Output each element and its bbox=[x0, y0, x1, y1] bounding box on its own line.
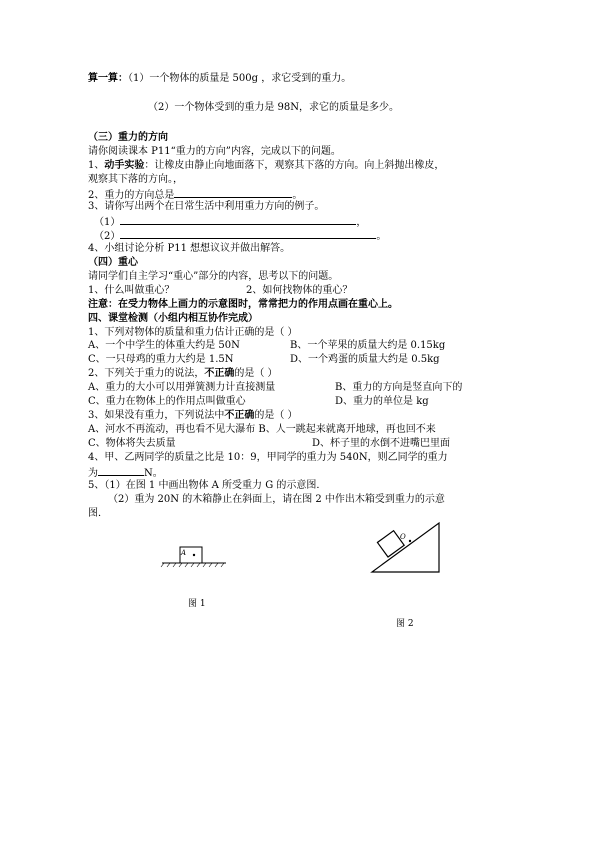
calc-question-1: （1）一个物体的质量是 500g ，求它受到的重力。 bbox=[128, 73, 352, 84]
test-question-5-part-2: （2）重为 20N 的木箱静止在斜面上，请在图 2 中作出木箱受到重力的示意 bbox=[108, 494, 445, 505]
example-1-end: ， bbox=[356, 217, 367, 228]
test-question-1: 1、下列对物体的质量和重力估计正确的是（ ） bbox=[88, 327, 298, 338]
section-gravity-direction-intro: 请你阅读课本 P11“重力的方向”内容，完成以下的问题。 bbox=[88, 146, 341, 157]
section-center-of-gravity-title: （四）重心 bbox=[88, 257, 138, 268]
experiment-item bbox=[88, 159, 444, 172]
figure-1-center-dot bbox=[193, 554, 195, 556]
test-question-2 bbox=[88, 367, 278, 380]
experiment-item-label: 动手实验 bbox=[104, 160, 145, 171]
test-question-2-option-b: B、重力的方向是竖直向下的 bbox=[335, 382, 463, 393]
classroom-test-title: 四、课堂检测（小组内相互协作完成） bbox=[88, 313, 258, 324]
figure-1-ground-hatch bbox=[161, 563, 224, 567]
test-question-3-emphasis: 不正确 bbox=[224, 410, 255, 421]
figure-2-box-label: O bbox=[400, 533, 406, 541]
test-question-4: 4、甲、乙两同学的质量之比是 10：9，甲同学的重力为 540N，则乙同学的重力 bbox=[88, 452, 448, 463]
attention-note: 注意：在受力物体上画力的示意图时，常常把力的作用点画在重心上。 bbox=[88, 299, 398, 310]
experiment-item-text: ：让橡皮由静止向地面落下，观察其下落的方向。向上斜抛出橡皮， bbox=[144, 160, 445, 171]
figure-2-center-dot bbox=[409, 540, 411, 542]
example-2-blank[interactable] bbox=[120, 228, 376, 239]
example-2-end: 。 bbox=[376, 231, 387, 242]
section-gravity-direction-title: （三）重力的方向 bbox=[88, 132, 168, 143]
test-question-3-options-ab: A、河水不再流动，再也看不见大瀑布 B、人一跳起来就离开地球，再也回不来 bbox=[88, 424, 436, 435]
test-question-4-continuation bbox=[88, 465, 163, 480]
test-question-2-option-a: A、重力的大小可以用弹簧测力计直接测量 bbox=[88, 382, 276, 393]
calc-line-1 bbox=[88, 72, 351, 85]
example-1 bbox=[94, 214, 366, 229]
test-question-4-unit: N。 bbox=[144, 468, 163, 479]
example-1-label: （1） bbox=[94, 217, 121, 228]
experiment-item-number: 1、 bbox=[88, 160, 105, 171]
figure-2-box-on-incline bbox=[360, 515, 450, 575]
test-question-5-part-2-continuation: 图． bbox=[88, 508, 108, 519]
test-question-3-option-d: D、杯子里的水倒不进嘴巴里面 bbox=[312, 438, 451, 449]
experiment-item-continuation: 观察其下落的方向。， bbox=[88, 174, 183, 185]
calc-heading: 算一算： bbox=[88, 73, 128, 84]
test-question-1-option-c: C、一只母鸡的重力大约是 1.5N bbox=[88, 354, 234, 365]
center-of-gravity-question-2: 2、如何找物体的重心？ bbox=[246, 285, 353, 296]
figure-2-caption: 图 2 bbox=[396, 619, 414, 629]
test-question-2-text: 2、下列关于重力的说法， bbox=[88, 368, 205, 379]
gravity-direction-question-text: 2、重力的方向总是 bbox=[88, 190, 175, 201]
test-question-3-text: 3、如果没有重力，下列说法中 bbox=[88, 410, 225, 421]
test-question-2-option-c: C、重力在物体上的作用点叫做重心 bbox=[88, 396, 246, 407]
discussion-item: 4、小组讨论分析 P11 想想议议并做出解答。 bbox=[88, 243, 291, 254]
test-question-3-option-c: C、物体将失去质量 bbox=[88, 438, 176, 449]
test-question-1-option-a: A、一个中学生的体重大约是 50N bbox=[88, 340, 240, 351]
example-1-blank[interactable] bbox=[120, 214, 356, 225]
figure-1-block-label: A bbox=[181, 549, 187, 557]
gravity-direction-question-end: 。 bbox=[292, 190, 303, 201]
test-question-1-option-d: D、一个鸡蛋的质量大约是 0.5kg bbox=[290, 354, 440, 365]
test-question-3-end: 的是（ ） bbox=[254, 410, 298, 421]
test-question-3 bbox=[88, 409, 298, 422]
answer-blank[interactable] bbox=[174, 187, 292, 198]
examples-question: 3、请你写出两个在日常生活中利用重力方向的例子。 bbox=[88, 201, 325, 212]
calc-question-2: （2）一个物体受到的重力是 98N，求它的质量是多少。 bbox=[148, 102, 400, 113]
test-question-1-option-b: B、一个苹果的质量大约是 0.15kg bbox=[290, 340, 446, 351]
example-2-label: （2） bbox=[94, 231, 121, 242]
center-of-gravity-question-1: 1、什么叫做重心？ bbox=[88, 285, 175, 296]
test-question-5-part-1: 5、（1）在图 1 中画出物体 A 所受重力 G 的示意图． bbox=[88, 480, 327, 491]
test-question-4-blank[interactable] bbox=[98, 465, 144, 476]
test-question-2-option-d: D、重力的单位是 kg bbox=[335, 396, 429, 407]
section-center-of-gravity-intro: 请同学们自主学习“重心”部分的内容，思考以下的问题。 bbox=[88, 271, 339, 282]
test-question-2-end: 的是（ ） bbox=[234, 368, 278, 379]
figure-1-caption: 图 1 bbox=[188, 599, 206, 609]
figure-1-block-on-ground bbox=[162, 545, 232, 575]
example-2 bbox=[94, 228, 386, 243]
test-question-4-prefix: 为 bbox=[88, 468, 98, 479]
test-question-2-emphasis: 不正确 bbox=[204, 368, 235, 379]
